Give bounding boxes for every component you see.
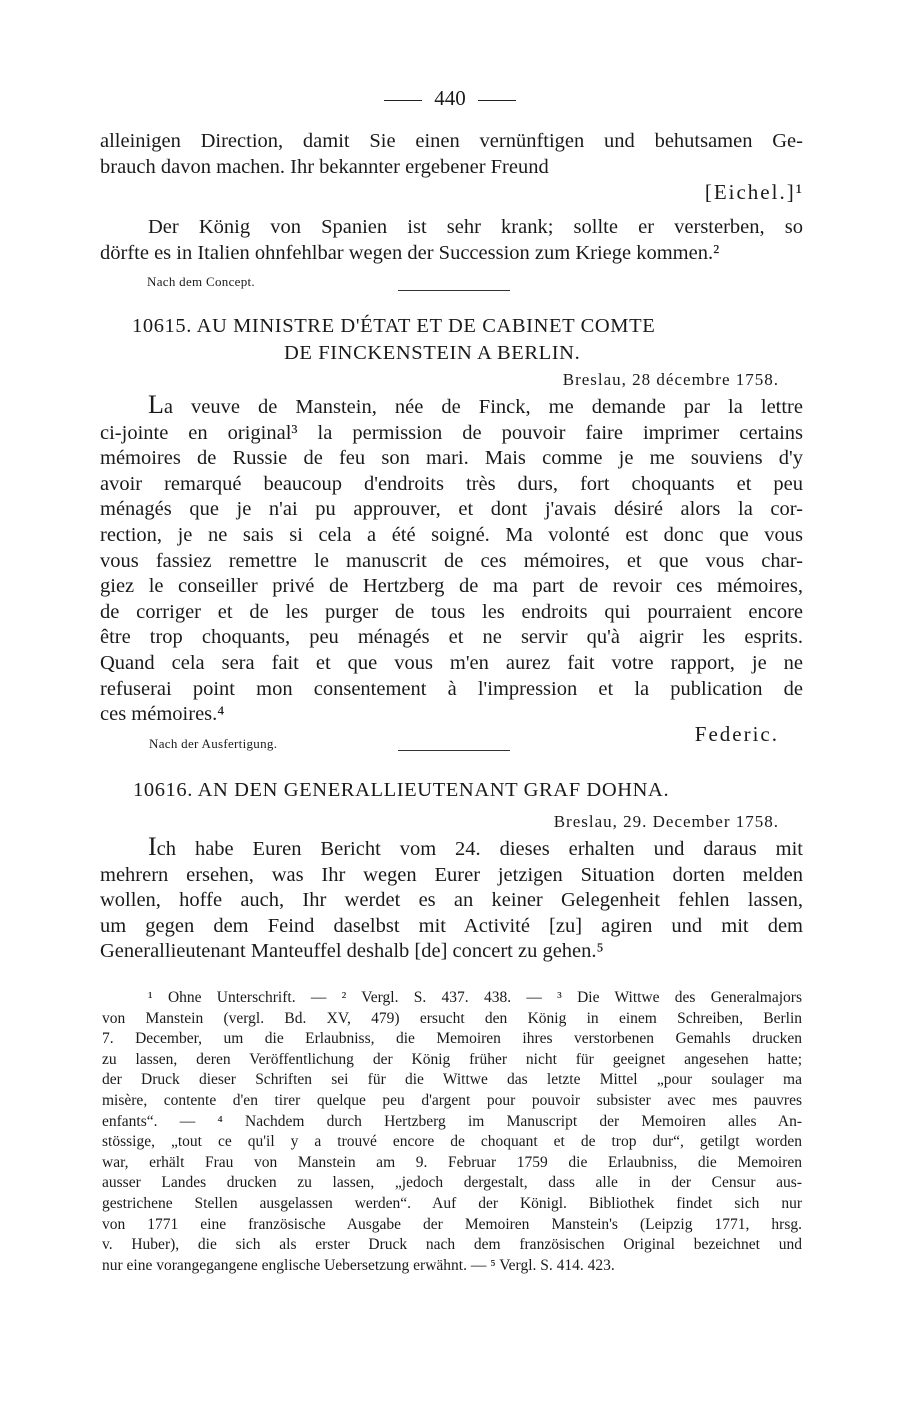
footnote-line: ¹ Ohne Unterschrift. — ² Vergl. S. 437. 438. — ³ Die Wittwe des Generalmajors — [148, 989, 802, 1006]
text-line: ces mémoires.⁴ — [100, 703, 225, 726]
footnote-line: nur eine vorangegangene englische Uebersetzung erwähnt. — ⁵ Vergl. S. 414. 423. — [102, 1256, 615, 1274]
text-line: refuserai point mon consentement à l'impression et la publication de — [100, 677, 803, 700]
text-line: giez le conseiller privé de Hertzberg de ma part de revoir ces mémoires, — [100, 575, 803, 598]
text-line: Generallieutenant Manteuffel deshalb [de] concert zu gehen.⁵ — [100, 940, 604, 963]
page-number-dash-left — [384, 100, 422, 101]
page-number-line — [0, 86, 900, 111]
footnote-line: 7. December, um die Erlaubniss, die Memoiren ihres verstorbenen Gemahls drucken — [102, 1030, 802, 1048]
footnote-line: von 1771 eine französische Ausgabe der Memoiren Manstein's (Leipzig 1771, hrsg. — [102, 1215, 802, 1233]
separator-rule — [398, 750, 510, 751]
letter-heading: 10615. AU MINISTRE D'ÉTAT ET DE CABINET COMTE — [132, 315, 656, 337]
text-line: vous fassiez remettre le manuscrit de ces mémoires, et que vous char- — [100, 549, 803, 572]
text-line: de corriger et de les purger de tous les endroits qui pourraient encore — [100, 600, 803, 623]
text-line — [100, 392, 803, 421]
page-number-dash-right — [478, 100, 516, 101]
text-line: ménagés que je n'ai pu approuver, et dont j'avais désiré alors la cor- — [100, 498, 803, 521]
text-line — [100, 834, 803, 863]
text-line: wollen, hoffe auch, Ihr werdet es an keiner Gelegenheit fehlen lassen, — [100, 889, 803, 912]
footnote-line: v. Huber), die sich als erster Druck nach dem französischen Original bezeichnet und — [102, 1236, 802, 1254]
text-line: um gegen dem Feind daselbst mit Activité [zu] agiren und mit dem — [100, 914, 803, 937]
letter-body — [100, 834, 803, 965]
text-line: être trop choquants, peu ménagés et ne servir qu'à aigrir les esprits. — [100, 626, 803, 649]
continuation-paragraph — [100, 129, 803, 180]
note-paragraph — [100, 215, 803, 266]
separator-rule — [398, 290, 510, 291]
dateline: Breslau, 28 décembre 1758. — [562, 370, 779, 389]
footnote-line: ausser Landes drucken zu lassen, „jedoch dergestalt, dass alle in der Censur aus- — [102, 1174, 802, 1192]
text-line: avoir remarqué beaucoup d'endroits très durs, fort choquants et peu — [100, 472, 803, 495]
text-line: mehrern ersehen, was Ihr wegen Eurer jetzigen Situation dorten melden — [100, 863, 803, 886]
footnote-line: misère, contente d'en tirer quelque peu d'argent pour pouvoir subsister avec mes pauvres — [102, 1091, 802, 1109]
footnotes — [102, 988, 802, 1276]
letter-heading: 10616. AN DEN GENERALLIEUTENANT GRAF DOHNA. — [133, 779, 670, 801]
text-line: ci-jointe en original³ la permission de pouvoir faire imprimer certains — [100, 421, 803, 444]
footnote-line: stössige, „tout ce qu'il y a trouvé encore de choquant et de trop dur“, getilgt worden — [102, 1133, 802, 1151]
text-line: brauch davon machen. Ihr bekannter ergebener Freund — [100, 155, 549, 178]
dateline: Breslau, 29. December 1758. — [553, 812, 779, 831]
initial-letter: L — [148, 390, 164, 419]
source-note: Nach der Ausfertigung. — [149, 736, 278, 751]
text-line: Quand cela sera fait et que vous m'en aurez fait votre rapport, je ne — [100, 651, 803, 674]
text-line: alleinigen Direction, damit Sie einen vernünftigen und behutsamen Ge- — [100, 130, 803, 152]
text-line: rection, je ne sais si cela a été soigné. Ma volonté est donc que vous — [100, 523, 803, 546]
letter-heading-continued: DE FINCKENSTEIN A BERLIN. — [284, 342, 581, 364]
text-line-rest: ch habe Euren Bericht vom 24. dieses erhalten und daraus mit — [156, 838, 803, 860]
initial-letter: I — [148, 832, 157, 861]
letter-body — [100, 392, 803, 728]
footnote-line: enfants“. — ⁴ Nachdem durch Hertzberg im Manuscript der Memoiren alles An- — [102, 1112, 802, 1130]
text-line: dörfte es in Italien ohnfehlbar wegen der Succession zum Kriege kommen.² — [100, 241, 720, 264]
text-line: mémoires de Russie de feu son mari. Mais comme je me souviens d'y — [100, 447, 803, 470]
footnote-line: gestrichene Stellen ausgelassen werden“. Auf der Königl. Bibliothek findet sich nur — [102, 1194, 802, 1212]
source-note: Nach dem Concept. — [147, 274, 255, 289]
footnote-line: der Druck dieser Schriften sei für die Wittwe das letzte Mittel „pour soulager ma — [102, 1071, 802, 1089]
page-number: 440 — [434, 86, 466, 110]
footnote-line: von Manstein (vergl. Bd. XV, 479) ersucht den König in einem Schreiben, Berlin — [102, 1009, 802, 1027]
signature-eichel: [Eichel.]¹ — [704, 180, 804, 204]
signature-federic: Federic. — [694, 722, 779, 746]
text-line: Der König von Spanien ist sehr krank; sollte er versterben, so — [148, 216, 803, 238]
text-line-rest: a veuve de Manstein, née de Finck, me demande par la lettre — [163, 396, 803, 418]
footnote-line: war, erhält Frau von Manstein am 9. Februar 1759 die Erlaubniss, die Memoiren — [102, 1153, 802, 1171]
footnote-line: zu lassen, deren Veröffentlichung der König früher nicht für geeignet angesehen hatte; — [102, 1050, 802, 1068]
